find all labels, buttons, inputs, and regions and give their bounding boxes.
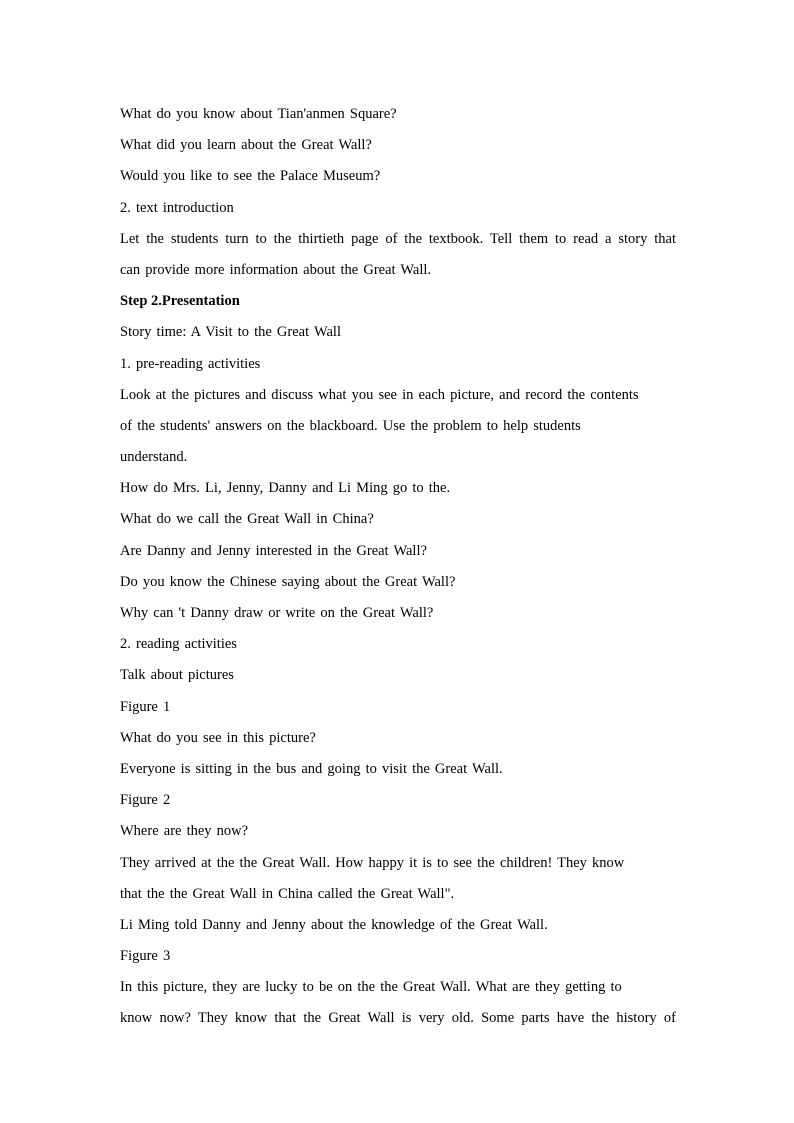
text-line: Talk about pictures: [120, 667, 234, 684]
text-line: They arrived at the the Great Wall. How happy it is to see the children! They know: [120, 854, 625, 871]
text-line: Figure 3: [120, 948, 171, 965]
text-line: Let the students turn to the thirtieth page of the textbook. Tell them to read a story that: [120, 230, 676, 247]
text-line: Story time: A Visit to the Great Wall: [120, 324, 341, 341]
text-line: 2. text introduction: [120, 199, 234, 216]
text-line: In this picture, they are lucky to be on the the Great Wall. What are they getting to: [120, 979, 622, 996]
text-line: understand.: [120, 449, 188, 466]
section-heading: Step 2.Presentation: [120, 293, 240, 310]
text-line: Would you like to see the Palace Museum?: [120, 168, 381, 185]
text-line: Figure 2: [120, 792, 171, 809]
text-line: What do you see in this picture?: [120, 729, 316, 746]
text-line: What do you know about Tian'anmen Square?: [120, 106, 397, 122]
text-line: can provide more information about the Great Wall.: [120, 261, 432, 278]
text-line: know now? They know that the Great Wall is very old. Some parts have the history of: [120, 1010, 676, 1027]
text-line: that the the Great Wall in China called the Great Wall".: [120, 885, 455, 902]
text-line: Why can 't Danny draw or write on the Great Wall?: [120, 605, 434, 621]
text-line: How do Mrs. Li, Jenny, Danny and Li Ming go to the.: [120, 480, 451, 497]
text-line: Li Ming told Danny and Jenny about the knowledge of the Great Wall.: [120, 916, 548, 933]
text-line: What do we call the Great Wall in China?: [120, 511, 374, 528]
text-line: 2. reading activities: [120, 636, 237, 653]
text-line: 1. pre-reading activities: [120, 355, 261, 372]
text-line: Do you know the Chinese saying about the Great Wall?: [120, 573, 456, 590]
text-line: Figure 1: [120, 698, 171, 715]
text-line: Where are they now?: [120, 823, 249, 840]
text-line: Everyone is sitting in the bus and going to visit the Great Wall.: [120, 760, 503, 777]
text-line: Are Danny and Jenny interested in the Great Wall?: [120, 542, 427, 559]
text-line: of the students' answers on the blackboard. Use the problem to help students: [120, 417, 581, 434]
document-body: [120, 99, 676, 1035]
text-line: What did you learn about the Great Wall?: [120, 137, 372, 154]
text-line: Look at the pictures and discuss what you see in each picture, and record the contents: [120, 386, 639, 403]
